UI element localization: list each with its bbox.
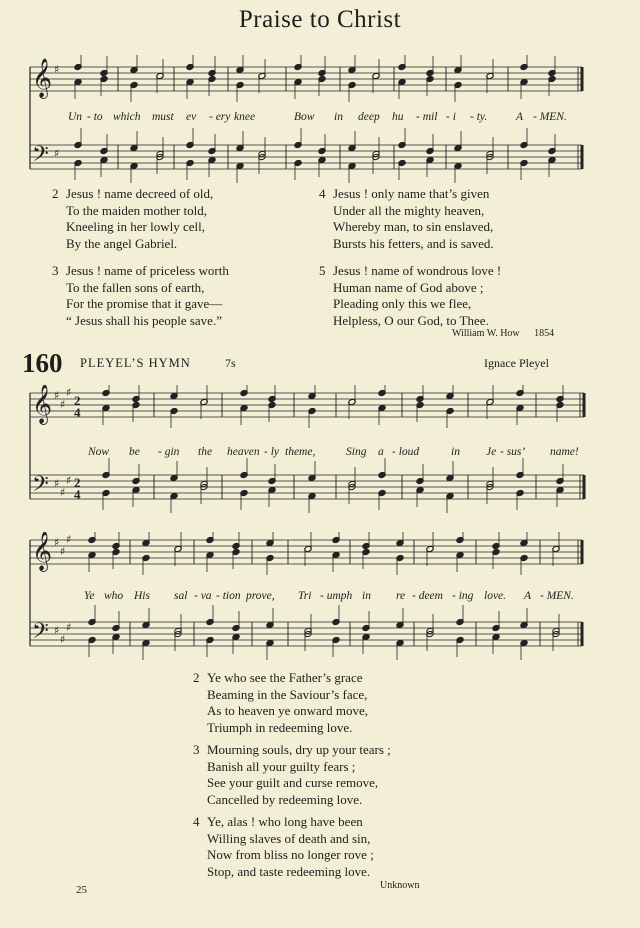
lyric-syllable: A <box>524 590 532 602</box>
lyric-syllable: - ly <box>264 446 280 458</box>
verse-2 <box>193 670 369 736</box>
verse-4 <box>319 186 494 252</box>
lyric-syllable: - deem <box>412 590 443 602</box>
lyric-syllable: a <box>378 446 384 458</box>
author-year: 1854 <box>534 328 555 339</box>
lyric-syllable: be <box>129 446 140 458</box>
verse-line: Jesus ! name of priceless worth <box>66 263 229 278</box>
lyric-syllable: in <box>334 111 343 123</box>
treble-clef: 𝄞 <box>32 385 53 424</box>
lyric-syllable: - umph <box>320 590 353 602</box>
treble-clef: 𝄞 <box>32 532 53 571</box>
lyric-syllable: re <box>396 590 406 602</box>
verse-number: 2 <box>52 186 59 201</box>
verse-line: “ Jesus shall his people save.” <box>66 312 222 328</box>
lyric-syllable: in <box>451 446 460 458</box>
lyric-syllable: Ye <box>84 590 95 602</box>
verse-2 <box>52 186 214 252</box>
verse-line: Mourning souls, dry up your tears ; <box>207 742 391 757</box>
verse-line: Under all the mighty heaven, <box>333 202 485 218</box>
verse-line: Bursts his fetters, and is saved. <box>333 235 494 251</box>
meter: 7s <box>225 356 236 370</box>
verse-number: 3 <box>52 263 59 278</box>
verse-5 <box>319 263 502 329</box>
key-sharp: ♯ <box>66 386 72 399</box>
lyric-syllable: - i <box>446 111 456 123</box>
lyric-syllable: - ing <box>452 590 474 602</box>
lyric-syllable: - sus’ <box>500 446 526 458</box>
lyric-syllable: - mil <box>416 111 438 123</box>
verse-line: As to heaven ye onward move, <box>207 703 369 719</box>
key-sharp: ♯ <box>66 621 72 634</box>
lyric-syllable: - MEN. <box>540 590 574 602</box>
time-signature-bottom: 4 <box>74 487 81 502</box>
key-sharp: ♯ <box>60 398 66 411</box>
lyric-syllable: - MEN. <box>533 111 567 123</box>
lyric-syllable: in <box>362 590 371 602</box>
lyric-syllable: - va <box>194 590 212 602</box>
verse-line: Whereby man, to sin enslaved, <box>333 219 494 235</box>
key-sharp: ♯ <box>60 633 66 646</box>
key-sharp: ♯ <box>54 389 60 402</box>
time-signature-top: 2 <box>74 475 81 490</box>
verse-line: See your guilt and curse remove, <box>207 775 379 791</box>
key-sharp: ♯ <box>60 486 66 499</box>
hymn-title: Praise to Christ <box>238 6 402 33</box>
key-sharp: ♯ <box>66 533 72 546</box>
verse-line: For the promise that it gave— <box>66 296 223 312</box>
tune-name: PLEYEL’S HYMN <box>80 356 191 370</box>
lyric-syllable: Sing <box>346 446 367 458</box>
key-sharp: ♯ <box>54 477 60 490</box>
lyric-syllable: - gin <box>158 446 180 458</box>
lyric-syllable: deep <box>358 111 380 123</box>
page-number: 25 <box>76 884 87 896</box>
verse-line: Ye who see the Father’s grace <box>207 670 363 685</box>
lyric-syllable: Tri <box>298 590 312 602</box>
verse-line: To the maiden mother told, <box>66 202 207 218</box>
author-credit <box>452 328 554 339</box>
key-sharp: ♯ <box>60 545 66 558</box>
author-name: William W. How <box>452 328 520 339</box>
verse-number: 5 <box>319 263 326 278</box>
time-signature-bottom: 4 <box>74 405 81 420</box>
lyric-syllable: His <box>134 590 150 602</box>
lyric-syllable: - ery <box>209 111 231 123</box>
lyric-syllable: - loud <box>392 446 420 458</box>
lyric-syllable: Bow <box>294 111 315 123</box>
verse-3 <box>52 263 229 329</box>
verse-line: Stop, and taste redeeming love. <box>207 863 371 879</box>
lyric-syllable: ev <box>186 111 197 123</box>
composer: Ignace Pleyel <box>484 356 549 370</box>
verse-line: Willing slaves of death and sin, <box>207 830 371 846</box>
verse-3 <box>193 742 391 808</box>
verse-line: Triumph in redeeming love. <box>207 719 353 735</box>
key-sharp: ♯ <box>54 147 60 160</box>
key-sharp: ♯ <box>66 474 72 487</box>
lyric-syllable: knee <box>234 111 256 123</box>
verse-line: Banish all your guilty fears ; <box>207 758 356 774</box>
time-signature-top: 2 <box>74 393 81 408</box>
verse-4 <box>193 814 374 880</box>
lyric-syllable: which <box>113 111 141 123</box>
verse-line: Pleading only this we flee, <box>333 296 472 312</box>
lyric-syllable: the <box>198 446 213 458</box>
author-credit: Unknown <box>380 880 420 891</box>
key-sharp: ♯ <box>54 624 60 637</box>
verse-line: By the angel Gabriel. <box>66 235 178 251</box>
lyric-syllable: theme, <box>285 446 316 458</box>
lyric-syllable: who <box>104 590 124 602</box>
bass-clef: 𝄢 <box>32 142 49 172</box>
lyric-syllable: Now <box>88 446 110 458</box>
verse-line: Ye, alas ! who long have been <box>207 814 363 829</box>
lyric-syllable: prove, <box>246 590 275 602</box>
bass-clef: 𝄢 <box>32 619 49 649</box>
lyric-syllable: love. <box>484 590 507 602</box>
verse-number: 4 <box>193 814 200 829</box>
lyric-syllable: - to <box>87 111 103 123</box>
bass-clef: 𝄢 <box>32 472 49 502</box>
verse-line: Now from bliss no longer rove ; <box>207 847 374 863</box>
verse-number: 4 <box>319 186 326 201</box>
lyric-syllable: A <box>516 111 524 123</box>
key-sharp: ♯ <box>54 536 60 549</box>
verse-line: Beaming in the Saviour’s face, <box>207 686 368 702</box>
verse-line: Jesus ! name decreed of old, <box>66 186 214 201</box>
verse-line: Jesus ! only name that’s given <box>333 186 490 201</box>
verse-line: Helpless, O our God, to Thee. <box>333 312 489 328</box>
lyric-syllable: name! <box>550 446 579 458</box>
lyric-syllable: hu <box>392 111 404 123</box>
lyric-syllable: heaven <box>227 446 260 458</box>
verse-line: To the fallen sons of earth, <box>66 279 205 295</box>
verse-line: Jesus ! name of wondrous love ! <box>333 263 502 278</box>
verse-line: Cancelled by redeeming love. <box>207 791 363 807</box>
treble-clef: 𝄞 <box>32 58 53 98</box>
verse-number: 2 <box>193 670 200 685</box>
key-sharp: ♯ <box>54 63 60 76</box>
hymn-number: 160 <box>22 348 63 378</box>
lyric-syllable: must <box>152 111 174 123</box>
lyric-syllable: - ty. <box>470 111 488 123</box>
lyric-syllable: - tion <box>216 590 241 602</box>
verse-number: 3 <box>193 742 200 757</box>
lyric-syllable: Un <box>68 111 83 123</box>
verse-line: Kneeling in her lowly cell, <box>66 219 205 235</box>
lyric-syllable: sal <box>174 590 188 602</box>
verse-line: Human name of God above ; <box>333 279 484 295</box>
lyric-syllable: Je <box>486 446 497 458</box>
